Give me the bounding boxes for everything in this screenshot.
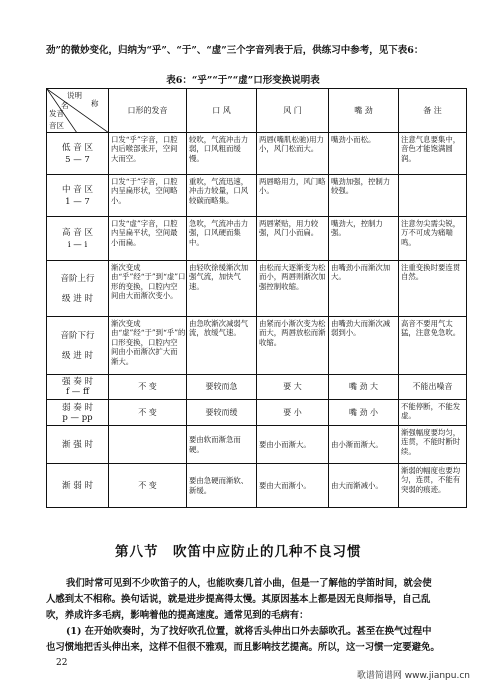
row-region: 音阶上行 级 进 时	[47, 261, 109, 317]
table-cell: 较吹，气流冲击力弱，口风粗而缓慢。	[187, 133, 257, 175]
table-row	[47, 464, 467, 508]
table-cell: 嘴 劲 小	[329, 400, 399, 426]
header-lip-strength: 嘴 劲	[329, 89, 399, 133]
table-cell: 要由急硬而渐软、新缓。	[187, 464, 257, 508]
diag-label-top: 说明	[67, 91, 82, 100]
table-cell: 注重变换时要连贯自然。	[399, 261, 467, 317]
table-cell: 两唇略用力，风门略小。	[257, 175, 329, 217]
table-cell: 嘴劲小而松。	[329, 133, 399, 175]
body-line: 吹，养成许多毛病，影响着他的提高速度。通常见到的毛病有：	[46, 610, 309, 621]
row-region: 弱 奏 时 p — pp	[47, 400, 109, 426]
table-cell: 口发“乎”字音，口腔内后喉部张开，空间大而空。	[109, 133, 187, 175]
diag-label-bottom: 音区	[49, 121, 64, 130]
table-cell: 由大而渐减小。	[329, 464, 399, 508]
body-line: 人感到太不相称。换句话说，就是进步提高得太慢。其原因基本上都是因无良师指导，自己乱	[46, 594, 431, 605]
table-cell: 嘴 劲 大	[329, 375, 399, 400]
table-row	[47, 317, 467, 375]
table-cell: 嘴劲大，控制力强。	[329, 217, 399, 261]
row-region: 强 奏 时 f — ff	[47, 375, 109, 400]
diag-label-corner: 名	[61, 101, 69, 110]
table-cell: 高音不要用气太猛，注意免急吹。	[399, 317, 467, 375]
table-cell: 不 变	[109, 464, 187, 508]
header-lip-opening: 风 门	[257, 89, 329, 133]
table-cell: 渐强幅度要均匀，连贯，不能时断时续。	[399, 426, 467, 464]
table-caption: 表6：“乎”“于”“虚”口形变换说明表	[166, 75, 320, 86]
table-cell: 由小渐而渐大。	[329, 426, 399, 464]
table-row	[47, 261, 467, 317]
table-cell	[399, 175, 467, 217]
table-cell: 要由软而渐急而硬。	[187, 426, 257, 464]
row-region: 音阶下行 级 进 时	[47, 317, 109, 375]
table-cell: 渐弱的幅度也要均匀，连贯，不能有突弱的痕迹。	[399, 464, 467, 508]
table-cell: 要由大而渐小。	[257, 464, 329, 508]
table-cell: 要 小	[257, 400, 329, 426]
body-line: 也习惯地把舌头伸出来，这样不但很不雅观，而且影响技艺提高。所以，这一习惯一定要避免。	[46, 642, 440, 653]
table-row	[47, 375, 467, 400]
header-mouth-shape: 口形的发音	[109, 89, 187, 133]
table-cell: 重吹，气流迅速，冲击力较量，口风较碳而略集。	[187, 175, 257, 217]
diag-label-right: 称	[91, 99, 99, 108]
header-diagonal-cell	[47, 89, 109, 133]
row-region: 低 音 区 5 — 7	[47, 133, 109, 175]
table-cell: 要较而缓	[187, 400, 257, 426]
table-cell: 两唇紧贴，用力较强，风门小而扁。	[257, 217, 329, 261]
row-region: 高 音 区 i — i	[47, 217, 109, 261]
table-row	[47, 175, 467, 217]
table-cell: 要由小而渐大。	[257, 426, 329, 464]
watermark: 歌谱简谱网 www.jianpu.cn	[356, 671, 470, 681]
diag-label-left: 发音	[49, 109, 64, 118]
table-cell: 由嘴劲小而渐次加大。	[329, 261, 399, 317]
table-cell: 要 大	[257, 375, 329, 400]
table-cell: 不能出噪音	[399, 375, 467, 400]
table-cell: 由急吹渐次减弱气流，放缓气速。	[187, 317, 257, 375]
table-cell: 急吹，气流冲击力强，口风硬而集中。	[187, 217, 257, 261]
table-cell: 由嘴劲大而渐次减弱到小。	[329, 317, 399, 375]
header-notes: 备 注	[399, 89, 467, 133]
table-cell: 不 变	[109, 400, 187, 426]
table-row	[47, 133, 467, 175]
table-cell: 要较而急	[187, 375, 257, 400]
table-cell: 嘴劲加强，控制力较强。	[329, 175, 399, 217]
table-cell: 由松而大逐渐变为松而小，两唇则渐次加强控制收缩。	[257, 261, 329, 317]
table-row	[47, 217, 467, 261]
mouth-shape-table	[46, 88, 467, 508]
table-cell: 由轻吹徐缓渐次加强气流，加快气速。	[187, 261, 257, 317]
table-cell: 由紧而小渐次变为松而大，两唇放松而渐收缩。	[257, 317, 329, 375]
table-cell: 注意气息要集中，音色才能饱满圆润。	[399, 133, 467, 175]
table-cell: 注意勿尖需尖锐，万不可成为痛喘鸣。	[399, 217, 467, 261]
table-cell: 不能停断，不能发虚。	[399, 400, 467, 426]
table-cell: 两唇(嘴肌松驰)用力小，风门松而大。	[257, 133, 329, 175]
row-region: 渐 弱 时	[47, 464, 109, 508]
intro-paragraph: 劲”的微妙变化，归纳为“乎”、“于”、“虚”三个字音列表于后，供练习中参考，见下表6：	[46, 45, 424, 56]
table-cell: 口发“虚”字音，口腔内呈扁平状，空间最小而扁。	[109, 217, 187, 261]
header-breath: 口 风	[187, 89, 257, 133]
table-cell: 渐次变成由“乎”经“于”到“虚”口形的变换，口腔内空间由大而渐次变小。	[109, 261, 187, 317]
section-title: 第八节 吹笛中应防止的几种不良习惯	[115, 544, 362, 560]
page-number: 22	[56, 658, 68, 668]
table-cell: 渐次变成由“虚”经“于”到“乎”的口形变换，口腔内空间由小而渐次扩大而渐大。	[109, 317, 187, 375]
row-region: 中 音 区 1 — 7	[47, 175, 109, 217]
body-line: 我们时常可见到不少吹笛子的人，也能吹奏几首小曲，但是一了解他的学笛时间，就会使	[66, 578, 432, 589]
table-cell	[109, 426, 187, 464]
body-line: (1) 在开始吹奏时，为了找好吹孔位置，就将舌头伸出口外去舔吹孔。甚至在换气过程中	[66, 626, 432, 637]
table-header-row	[47, 89, 467, 133]
table-cell: 不 变	[109, 375, 187, 400]
table-cell: 口发“于”字音，口腔内呈扁形状，空间略小。	[109, 175, 187, 217]
table-row	[47, 400, 467, 426]
row-region: 渐 强 时	[47, 426, 109, 464]
table-row	[47, 426, 467, 464]
